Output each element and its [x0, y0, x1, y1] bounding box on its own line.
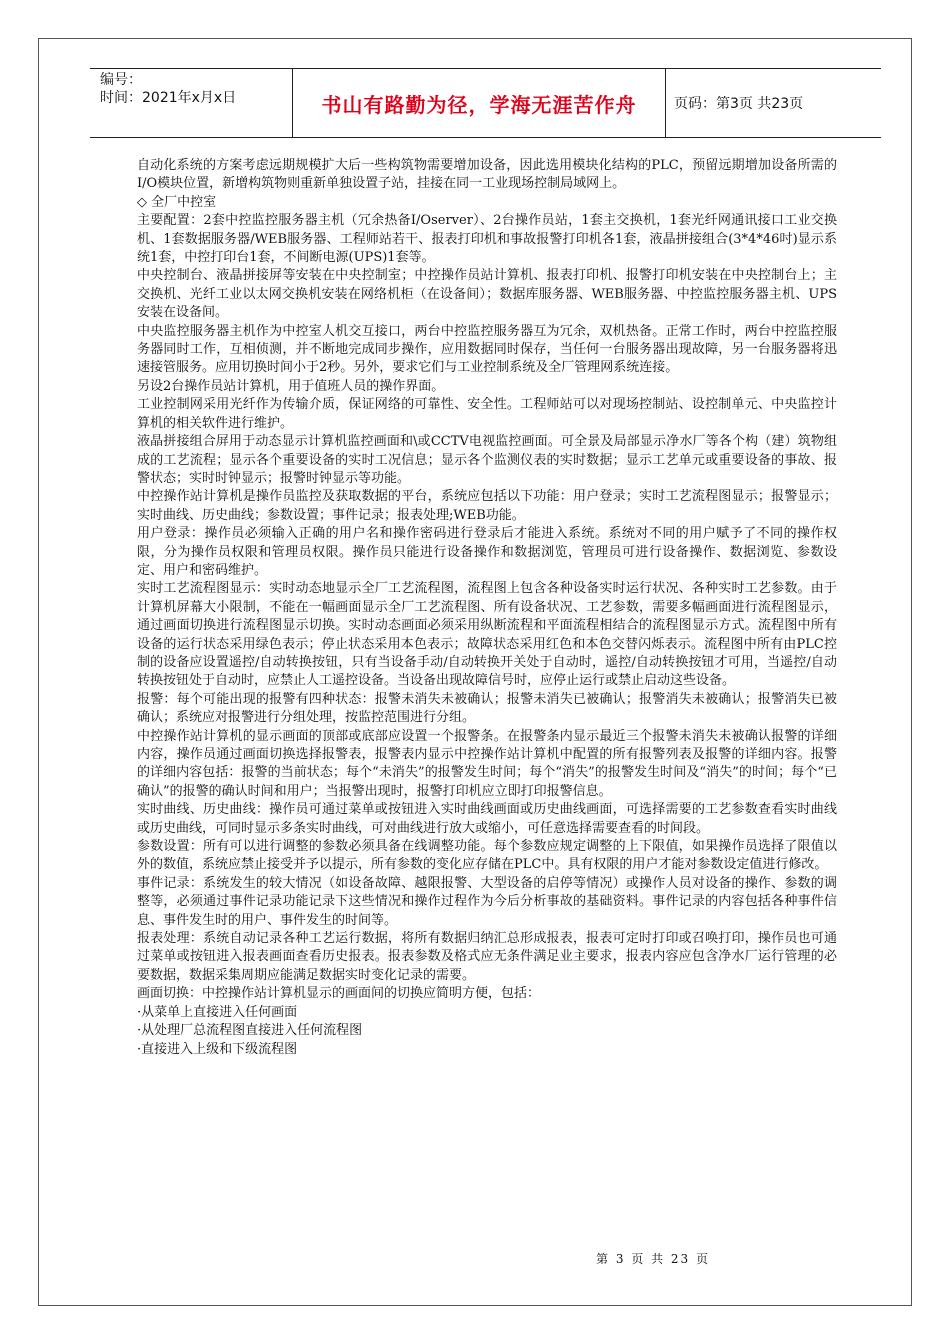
header-left	[90, 69, 293, 137]
paragraph: 液晶拼接组合屏用于动态显示计算机监控画面和\或CCTV电视监控画面。可全景及局部显示净水厂等各个构（建）筑物组成的工艺流程；显示各个重要设备的实时工况信息；显示各个监测仪表的实时数据；显示工艺单元或重要设备的事故、报警状态；实时时钟显示；报警时钟显示等功能。	[137, 434, 837, 486]
paragraph: 主要配置：2套中控监控服务器主机（冗余热备I/Oserver）、2台操作员站，1套主交换机，1套光纤网通讯接口工业交换机、1套数据服务器/WEB服务器、工程师站若干、报表打印机和事故报警打印机各1套，液晶拼接组合(3*4*46吋)显示系统1套，中控打印台1套，不间断电源(UPS)1套等。	[137, 213, 837, 266]
paragraph: 中央控制台、液晶拼接屏等安装在中央控制室；中控操作员站计算机、报表打印机、报警打印机安装在中央控制台上；主交换机、光纤工业以太网交换机安装在网络机柜（在设备间）；数据库服务器、WEB服务器、中控监控服务器主机、UPS安装在设备间。	[137, 268, 837, 321]
paragraph: 自动化系统的方案考虑远期规模扩大后一些构筑物需要增加设备，因此选用模块化结构的PLC，预留远期增加设备所需的I/O模块位置，新增构筑物则重新单独设置子站，挂接在同一工业现场控制局域网上。	[137, 158, 837, 192]
list-item: ·从菜单上直接进入任何画面	[137, 1004, 298, 1020]
page-info: 页码：第3页 共23页	[674, 96, 804, 112]
paragraph: 实时工艺流程图显示：实时动态地显示全厂工艺流程图，流程图上包含各种设备实时运行状况、各种实时工艺参数。由于计算机屏幕大小限制，不能在一幅画面显示全厂工艺流程图、所有设备状况、工艺参数，需要多幅画面进行流程图显示，通过画面切换进行流程图显示切换。实时动态画面必须采用纵断流程和平面流程相结合的流程图显示方式。流程图中所有设备的运行状态采用绿色表示；停止状态采用本色表示；故障状态采用红色和本色交替闪烁表示。流程图中所有由PLC控制的设备应设置遥控/自动转换按钮，只有当设备手动/自动转换开关处于自动时，遥控/自动转换按钮才可用，当遥控/自动转换按钮处于自动时，应禁止人工遥控设备。当设备出现故障信号时，应停止运行或禁止启动这些设备。	[137, 581, 837, 689]
paragraph: 报警：每个可能出现的报警有四种状态：报警未消失未被确认；报警未消失已被确认；报警消失未被确认；报警消失已被确认；系统应对报警进行分组处理，按监控范围进行分组。	[137, 691, 837, 726]
paragraph: 实时曲线、历史曲线：操作员可通过菜单或按钮进入实时曲线画面或历史曲线画面，可选择需要的工艺参数查看实时曲线或历史曲线，可同时显示多条实时曲线，可对曲线进行放大或缩小，可任意选择需要查看的时间段。	[137, 802, 837, 836]
paragraph: 另设2台操作员站计算机，用于值班人员的操作界面。	[137, 378, 445, 394]
page-footer: 第 3 页 共 23 页	[596, 1252, 710, 1266]
paragraph: 参数设置：所有可以进行调整的参数必须具备在线调整功能。每个参数应规定调整的上下限值，如果操作员选择了限值以外的数值，系统应禁止接受并予以提示，所有参数的变化应存储在PLC中。具有权限的用户才能对参数设定值进行修改。	[137, 839, 837, 873]
header-middle	[293, 69, 666, 137]
document-body	[137, 157, 837, 1059]
time-label: 时间：2021年x月x日	[100, 90, 237, 106]
paragraph: 工业控制网采用光纤作为传输介质，保证网络的可靠性、安全性。工程师站可以对现场控制站、设控制单元、中央监控计算机的相关软件进行维护。	[137, 397, 837, 431]
paragraph: 中央监控服务器主机作为中控室人机交互接口，两台中控监控服务器互为冗余，双机热备。正常工作时，两台中控监控服务器同时工作，互相侦测，并不断地完成同步操作，应用数据同时保存，当任何一台服务器出现故障，另一台服务器将迅速接管服务。应用切换时间小于2秒。另外，要求它们与工业控制系统及全厂管理网系统连接。	[137, 323, 837, 376]
section-heading: ◇ 全厂中控室	[137, 194, 217, 210]
paragraph: 报表处理：系统自动记录各种工艺运行数据，将所有数据归纳汇总形成报表，报表可定时打印或召唤打印，操作员也可通过菜单或按钮进入报表画面查看历史报表。报表参数及格式应无条件满足业主要求，报表内容应包含净水厂运行管理的必要数据，数据采集周期应能满足数据实时变化记录的需要。	[137, 931, 837, 983]
header-right	[666, 69, 881, 137]
number-label: 编号：	[100, 72, 142, 88]
paragraph: 中控操作站计算机的显示画面的顶部或底部应设置一个报警条。在报警条内显示最近三个报警未消失未被确认报警的详细内容，操作员通过画面切换选择报警表，报警表内显示中控操作站计算机中配置的所有报警列表及报警的详细内容。报警的详细内容包括：报警的当前状态；每个“未消失”的报警发生时间；每个“消失”的报警发生时间及“消失”的时间；每个“已确认”的报警的确认时间和用户；当报警出现时，报警打印机应立即打印报警信息。	[137, 728, 837, 799]
paragraph: 事件记录：系统发生的较大情况（如设备故障、越限报警、大型设备的启停等情况）或操作人员对设备的操作、参数的调整等，必须通过事件记录功能记录下这些情况和操作过程作为今后分析事故的基础资料。事件记录的内容包括各种事件信息、事件发生时的用户、事件发生的时间等。	[137, 875, 837, 928]
paragraph: 画面切换：中控操作站计算机显示的画面间的切换应简明方便，包括：	[137, 986, 541, 1002]
paragraph: 中控操作站计算机是操作员监控及获取数据的平台，系统应包括以下功能：用户登录；实时工艺流程图显示；报警显示；实时曲线、历史曲线；参数设置；事件记录；报表处理;WEB功能。	[137, 489, 837, 523]
page-header	[90, 68, 881, 138]
motto: 书山有路勤为径，学海无涯苦作舟	[321, 92, 637, 117]
list-item: ·直接进入上级和下级流程图	[137, 1041, 298, 1057]
list-item: ·从处理厂总流程图直接进入任何流程图	[137, 1023, 363, 1039]
paragraph: 用户登录：操作员必须输入正确的用户名和操作密码进行登录后才能进入系统。系统对不同的用户赋予了不同的操作权限，分为操作员权限和管理员权限。操作员只能进行设备操作和数据浏览，管理员可进行设备操作、数据浏览、参数设定、用户和密码维护。	[137, 526, 837, 578]
